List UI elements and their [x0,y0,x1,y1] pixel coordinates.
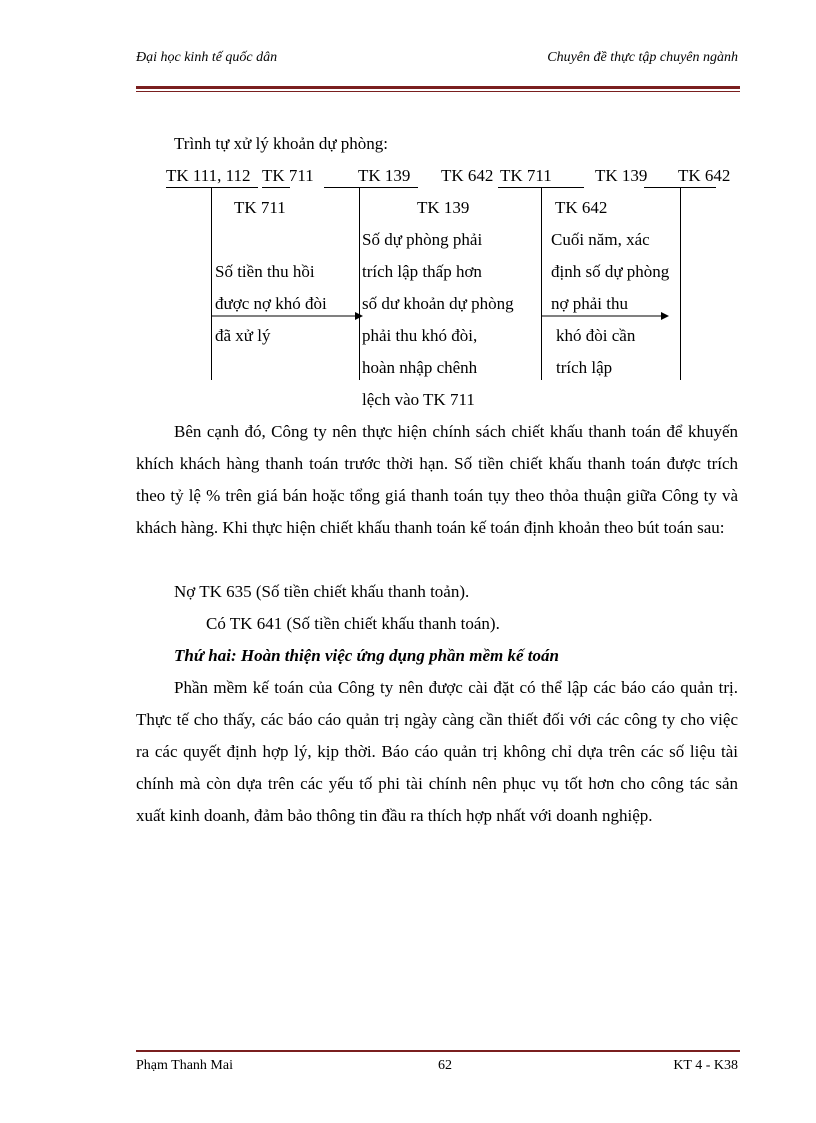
paragraph-text: Bên cạnh đó, Công ty nên thực hiện chính sách chiết khấu thanh toán để khuyến khích khách hàng thanh toán trước thời hạn. Số tiền chiết khấu thanh toán được trích theo tỷ lệ % trên giá bán hoặc tổng giá thanh toán tụy theo thỏa thuận giữa Công ty và khách hàng. Khi thực hiện chiết khấu thanh toán kế toán định khoản theo bút toán sau: [136,422,738,537]
t-account-vertical-line [541,187,542,380]
paragraph-accounting-software [136,672,738,832]
col1-title: TK 711 [234,198,286,217]
header-rule-thin [136,91,740,92]
col2-line: Số dự phòng phải [362,230,483,249]
account-label: TK 642 [441,166,494,185]
col2-line: số dư khoản dự phòng [362,294,514,313]
col3-line: nợ phải thu [551,294,628,313]
t-account-vertical-line [359,187,360,380]
paragraph-text: Phần mềm kế toán của Công ty nên được cài đặt có thể lập các báo cáo quản trị. Thực tế cho thấy, các báo cáo quản trị ngày càng cần thiết đối với các công ty cho việc ra các quyết định hợp lý, kịp thời. Báo cáo quản trị không chỉ dựa trên các số liệu tài chính mà còn dựa trên các yếu tố phi tài chính nên phục vụ tốt hơn cho công tác sản xuất kinh doanh, đảm bảo thông tin đầu ra thích hợp nhất với doanh nghiệp. [136,678,738,825]
col2-line: phải thu khó đòi, [362,326,478,345]
col2-line: lệch vào TK 711 [362,390,475,409]
account-label: TK 139 [595,166,648,185]
col1-line: đã xử lý [215,326,271,345]
col1-line: được nợ khó đòi [215,294,327,313]
header-rule-thick [136,86,740,89]
col3-line: định số dự phòng [551,262,670,281]
col3-line: khó đòi cần [556,326,636,345]
account-label: TK 642 [678,166,731,185]
journal-entry-debit: Nợ TK 635 (Số tiền chiết khấu thanh toản). [174,582,470,601]
footer-author: Phạm Thanh Mai [136,1058,233,1073]
col2-line: trích lập thấp hơn [362,262,482,281]
account-label: TK 111, 112 [166,166,251,185]
diagram-intro: Trình tự xử lý khoản dự phòng: [174,134,389,153]
account-label: TK 711 [500,166,552,185]
account-label: TK 139 [358,166,411,185]
t-account-top-line [166,187,258,188]
t-account-top-line [324,187,418,188]
t-account-top-line [262,187,290,188]
header-left: Đại học kinh tế quốc dân [136,50,278,65]
account-label: TK 711 [262,166,314,185]
col1-line: Số tiền thu hồi [215,262,315,281]
col2-title: TK 139 [417,198,470,217]
journal-entry-credit: Có TK 641 (Số tiền chiết khấu thanh toán). [206,614,500,633]
footer-class: KT 4 - K38 [673,1058,738,1073]
t-account-vertical-line [211,187,212,380]
col3-line: trích lập [556,358,613,377]
col3-title: TK 642 [555,198,608,217]
footer-rule-thin [136,1050,740,1052]
header-right: Chuyên đề thực tập chuyên ngành [547,50,738,65]
t-account-vertical-line [680,187,681,380]
section-heading: Thứ hai: Hoàn thiện việc ứng dụng phần mềm kế toán [174,646,559,665]
paragraph-discount-policy [136,416,738,544]
col3-line: Cuối năm, xác [551,230,650,249]
col2-line: hoàn nhập chênh [362,358,478,377]
footer-page-number: 62 [438,1058,452,1073]
